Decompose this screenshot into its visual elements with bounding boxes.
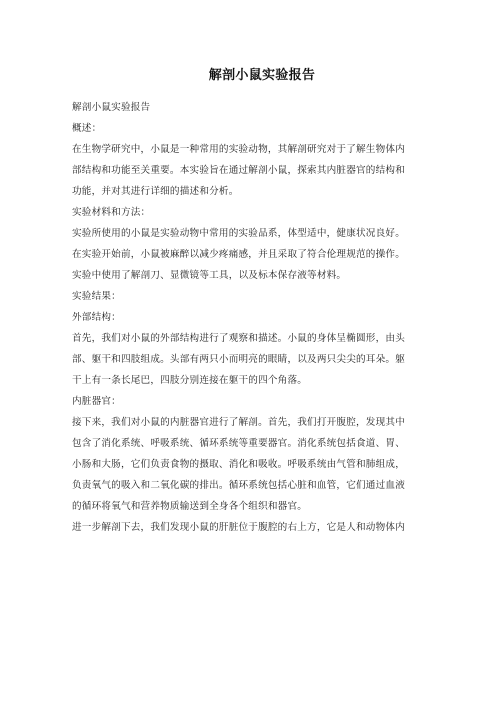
doc-line: 功能，并对其进行详细的描述和分析。 bbox=[72, 186, 239, 197]
doc-line: 首先，我们对小鼠的外部结构进行了观察和描述。小鼠的身体呈椭圆形，由头 bbox=[72, 333, 405, 344]
doc-line-external-heading: 外部结构： bbox=[72, 312, 121, 323]
doc-line: 在生物学研究中，小鼠是一种常用的实验动物，其解剖研究对于了解生物体内 bbox=[72, 144, 405, 155]
doc-line-materials-heading: 实验材料和方法： bbox=[72, 207, 151, 218]
doc-line: 实验中使用了解剖刀、显微镜等工具，以及标本保存液等材料。 bbox=[72, 270, 347, 281]
doc-line: 包含了消化系统、呼吸系统、循环系统等重要器官。消化系统包括食道、胃、 bbox=[72, 438, 405, 449]
doc-line: 在实验开始前，小鼠被麻醉以减少疼痛感，并且采取了符合伦理规范的操作。 bbox=[72, 249, 405, 260]
doc-line: 干上有一条长尾巴，四肢分别连接在躯干的四个角落。 bbox=[72, 375, 308, 386]
doc-line-organs-heading: 内脏器官： bbox=[72, 396, 121, 407]
doc-line: 进一步解剖下去，我们发现小鼠的肝脏位于腹腔的右上方，它是人和动物体内 bbox=[72, 522, 405, 533]
doc-line: 部、躯干和四肢组成。头部有两只小而明亮的眼睛，以及两只尖尖的耳朵。躯 bbox=[72, 354, 405, 365]
doc-line-overview-heading: 概述： bbox=[72, 123, 102, 134]
doc-line: 接下来，我们对小鼠的内脏器官进行了解剖。首先，我们打开腹腔，发现其中 bbox=[72, 417, 405, 428]
document-title: 解剖小鼠实验报告 bbox=[208, 68, 316, 83]
doc-line: 小肠和大肠，它们负责食物的摄取、消化和吸收。呼吸系统由气管和肺组成， bbox=[72, 459, 405, 470]
doc-line: 的循环将氧气和营养物质输送到全身各个组织和器官。 bbox=[72, 501, 308, 512]
doc-line-heading: 解剖小鼠实验报告 bbox=[72, 102, 151, 113]
doc-line: 实验所使用的小鼠是实验动物中常用的实验品系，体型适中，健康状况良好。 bbox=[72, 228, 405, 239]
doc-line-results-heading: 实验结果： bbox=[72, 291, 121, 302]
doc-line: 部结构和功能至关重要。本实验旨在通过解剖小鼠，探索其内脏器官的结构和 bbox=[72, 165, 405, 176]
doc-line: 负责氧气的吸入和二氧化碳的排出。循环系统包括心脏和血管，它们通过血液 bbox=[72, 480, 405, 491]
